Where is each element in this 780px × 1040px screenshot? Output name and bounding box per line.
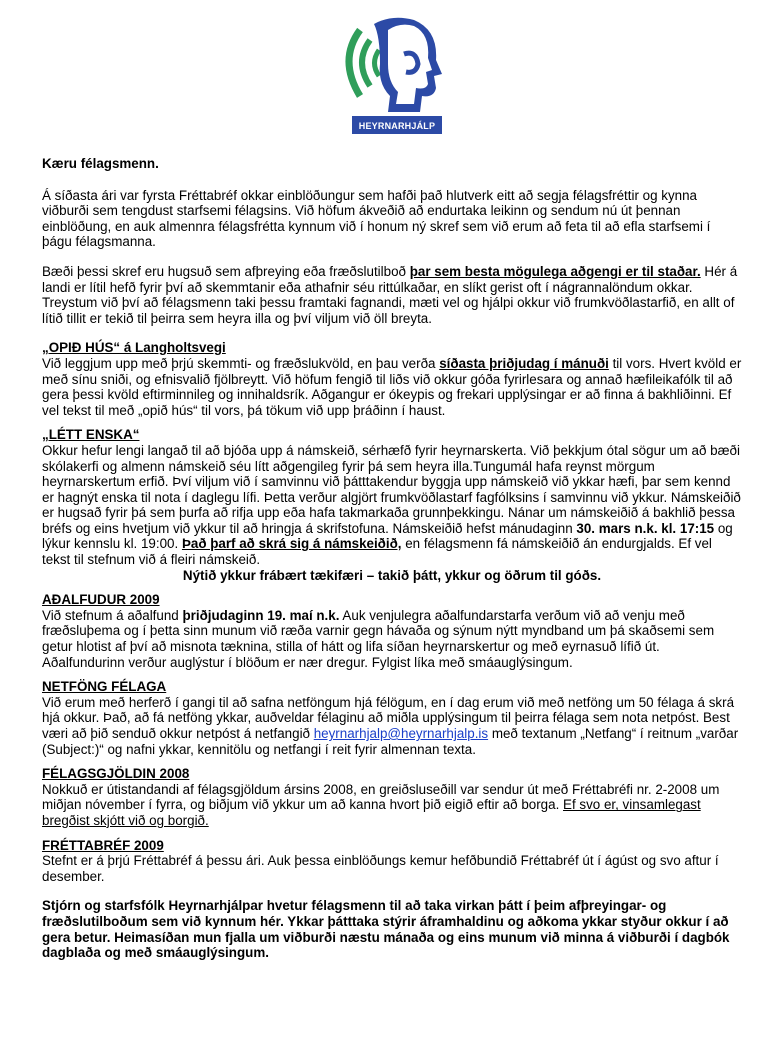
section-felagsgjold [42, 766, 742, 828]
meeting-date: þriðjudaginn 19. maí n.k. [182, 607, 340, 623]
opid-hus-text-a: Við leggjum upp með þrjú skemmti- og fræðslukvöld, en þau verða [42, 355, 440, 371]
access-text-c: Hér á landi er lítil hefð fyrir því að skemmtanir eða athafnir séu rittúlkaðar, en slíkt gerist oft í nágrannalöndum okkar. Treystum við því að félagsmenn taki þessu framtaki fagnandi, mæti vel og hjálpi okkur við frumkvöðlastarfið, en allt of lítið tillit er tekið til þeirra sem heyra illa og því viljum við öll breyta. [42, 263, 738, 326]
lett-enska-slogan: Nýtið ykkur frábært tækifæri – takið þátt, ykkur og öðrum til góðs. [182, 567, 602, 583]
email-link[interactable]: heyrnarhjalp@heyrnarhjalp.is [313, 726, 489, 741]
adalfundur-text-a: Við stefnum á aðalfund [42, 607, 183, 623]
greeting: Kæru félagsmenn. [42, 156, 159, 171]
lett-enska-text [42, 443, 742, 568]
access-emphasis: þar sem besta mögulega aðgengi er til staðar. [409, 263, 701, 279]
adalfundur-text [42, 608, 742, 670]
felagsgjold-text-a: Nokkuð er útistandandi af félagsgjöldum ársins 2008, en greiðsluseðill var sendur út með Fréttabréfi nr. 2-2008 um miðjan nóvember í fyrra, og biðjum við ykkur um að kanna hvort þið eigið eftir að borga. [42, 781, 720, 813]
access-paragraph [42, 264, 742, 326]
logo-text: HEYRNARHJÁLP [358, 121, 436, 131]
section-opid-hus [42, 340, 742, 418]
letter-body [42, 156, 742, 961]
lett-enska-text-a: Okkur hefur lengi langað til að bjóða upp á námskeið, sérhæfð fyrir heyrnarskerta. Við þekkjum ótal sögur um að bæði skólakerfi og almenn námskeið séu lítt aðgengileg fyrir þá sem heyra illa.Tungumál hafa reynst mörgum heyrnarskertum erfið. Því viljum við í samvinnu við þátttakendur byggja upp námskeið við ykkar hæfi, þar sem kennd er hagnýt enska til nota í daglegu lífi. Þetta verður algjört frumkvöðlastarf fagfólksins í samvinnu við ykkur. Námskeiðið er hugsað fyrir þá sem þurfa að rifja upp eða hafa takmarkaða grunnþekkingu. Nánar um námskeiðið á bakhlið þessa bréfs og eins hvetjum við ykkur til að hringja á skrifstofuna. Námskeiðið hefst mánudaginn [42, 442, 741, 536]
section-adalfundur [42, 592, 742, 670]
section-frettabref [42, 838, 742, 885]
netfong-heading: NETFÖNG FÉLAGA [42, 679, 167, 695]
lett-enska-text-c: og lýkur kennslu kl. 19:00. [42, 520, 733, 552]
registration-notice: Það þarf að skrá sig á námskeiðið, [181, 536, 402, 552]
netfong-text [42, 695, 742, 757]
intro-paragraph: Á síðasta ári var fyrsta Fréttabréf okkar einblöðungur sem hafði það hlutverk eitt að segja félagsfréttir og kynna viðburði sem tengdust starfsemi félagsins. Við höfum ákveðið að endurtaka leikinn og sendum nú út þennan einblöðung, en auk almennra félagsfrétta kynnum við í honum ný skref sem við erum að feta til að efla starfsemi í þágu félagsmanna. [42, 187, 711, 250]
opid-hus-date: síðasta þriðjudag í mánuði [439, 355, 609, 371]
section-lett-enska [42, 427, 742, 583]
frettabref-heading: FRÉTTABRÉF 2009 [42, 837, 164, 853]
lett-enska-heading: „LÉTT ENSKA“ [42, 427, 140, 443]
payment-request: Ef svo er, vinsamlegast bregðist skjótt við og borgið. [42, 797, 701, 828]
section-netfong [42, 679, 742, 757]
lett-enska-text-e: en félagsmenn fá námskeiðið án endurgjalds. Ef vel tekst til stefnum við á fleiri námskeið. [42, 536, 712, 568]
adalfundur-text-c: Auk venjulegra aðalfundarstarfa verðum við að venju með fræðsluþema og í þetta sinn munum við ræða varnir gegn hávaða og sýnum nýtt myndband um þá skaðsemi sem getur hlotist af því að misnota tæknina, stilla of hátt og lifa síðan heyrnarskertur og með eyrnasuð lífið út. Aðalfundurinn verður auglýstur í blöðum er nær dregur. Fylgist líka með smáauglýsingum. [42, 607, 715, 670]
felagsgjold-text [42, 782, 742, 829]
frettabref-text: Stefnt er á þrjú Fréttabréf á þessu ári. Auk þessa einblöðungs kemur hefðbundið Fréttabréf út í ágúst og svo aftur í desember. [42, 853, 719, 884]
access-text-a: Bæði þessi skref eru hugsuð sem afþreying eða fræðslutilboð [42, 263, 410, 279]
netfong-text-b: með textanum „Netfang“ í reitnum „varðar (Subject:)“ og nafni ykkar, kennitölu og netfangi í reit fyrir almennan texta. [42, 726, 739, 757]
adalfundur-heading: AÐALFUDUR 2009 [42, 592, 160, 608]
opid-hus-text-c: til vors. Hvert kvöld er með sínu sniði, og efnisvalið fjölbreytt. Við höfum fengið til liðs við okkur góða fyrirlesara og annað hæfileikafólk til að gera þessi kvöld eftirminnileg og innihaldsrík. Aðgangur er ókeypis og frekari upplýsingar er að finna á bakhliðinni. Ef vel tekst til með „opið hús“ til vors, þá tökum við upp þráðinn í haust. [42, 355, 742, 418]
netfong-text-a: Við erum með herferð í gangi til að safna netföngum hjá félögum, en í dag erum við með netföng um 50 félaga á skrá hjá okkur. Það, að fá netföng ykkar, auðveldar félaginu að miðla upplýsingum til þeirra félaga sem nota netpóst. Best væri að þið senduð okkur netpóst á netfangið [42, 694, 735, 741]
closing-paragraph: Stjórn og starfsfólk Heyrnarhjálpar hvetur félagsmenn til að taka virkan þátt í þeim afþreyingar- og fræðslutilboðum sem við kynnum hér. Ykkar þátttaka stýrir áframhaldinu og aðkoma ykkar styður okkur í að gera betur. Heimasíðan mun fjalla um viðburði næstu mánaða og eins munum við minna á viðburði í dagbók dagblaða og með smáauglýsingum. [42, 898, 730, 961]
opid-hus-text [42, 356, 742, 418]
course-start-time: 30. mars n.k. kl. 17:15 [576, 520, 715, 536]
heyrnarhjalp-logo [330, 12, 452, 140]
felagsgjold-heading: FÉLAGSGJÖLDIN 2008 [42, 766, 190, 782]
opid-hus-heading: „OPIÐ HÚS“ á Langholtsvegi [42, 340, 226, 356]
